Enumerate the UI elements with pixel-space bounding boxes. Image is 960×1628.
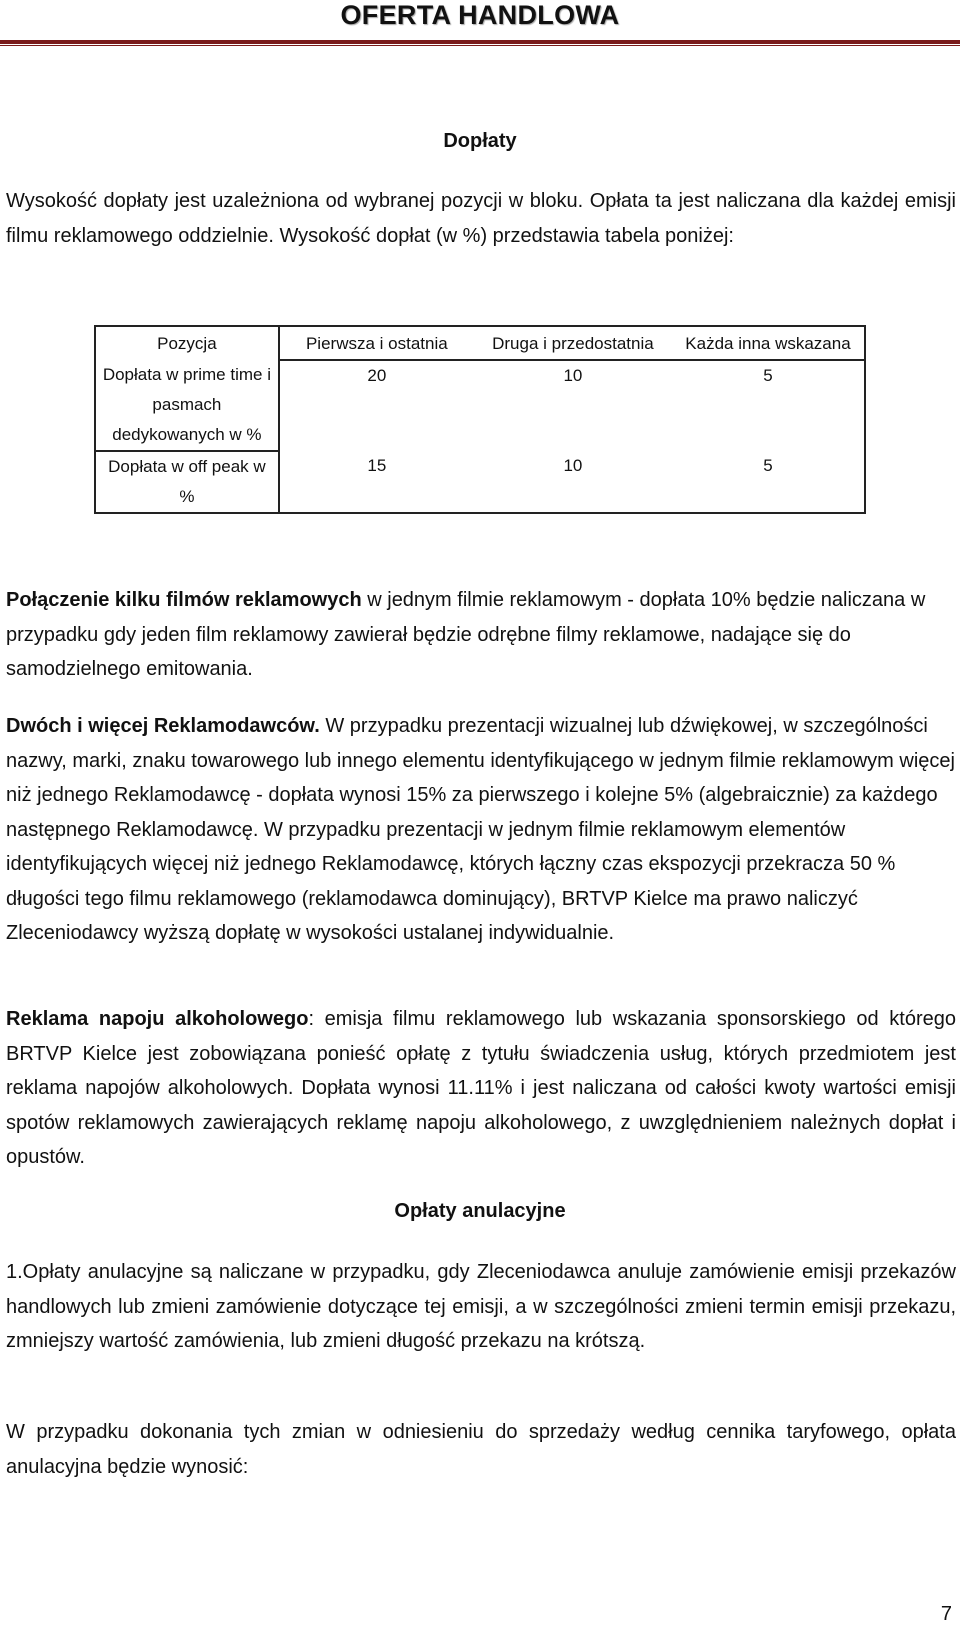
table-header-cell: Druga i przedostatnia xyxy=(474,326,672,360)
table-cell: 15 xyxy=(279,451,474,513)
combination-label: Połączenie kilku filmów reklamowych xyxy=(6,589,362,611)
header-title: OFERTA HANDLOWA xyxy=(340,0,620,30)
multiple-advertisers-paragraph xyxy=(6,709,956,951)
table-cell: 5 xyxy=(672,360,865,451)
multiple-advertisers-label: Dwóch i więcej Reklamodawców. xyxy=(6,715,320,737)
surcharge-table xyxy=(94,325,866,514)
cancellation-note: W przypadku dokonania tych zmian w odniesieniu do sprzedaży według cennika taryfowego, opłata anulacyjna będzie wynosić: xyxy=(6,1421,956,1478)
combination-paragraph xyxy=(6,583,956,687)
table-row xyxy=(95,360,865,451)
table-header-cell: Każda inna wskazana xyxy=(672,326,865,360)
table-cell: 10 xyxy=(563,366,583,385)
table-header-cell: Pozycja xyxy=(95,326,279,360)
surcharges-intro: Wysokość dopłaty jest uzależniona od wybranej pozycji w bloku. Opłata ta jest naliczana dla każdej emisji filmu reklamowego oddzielnie. Wysokość dopłat (w %) przedstawia tabela poniżej: xyxy=(6,190,956,247)
table-row xyxy=(95,451,865,513)
section-heading-anulacyjne: Opłaty anulacyjne xyxy=(394,1200,566,1222)
table-cell: 20 xyxy=(367,366,387,385)
alcohol-paragraph xyxy=(6,1002,956,1175)
multiple-advertisers-text: W przypadku prezentacji wizualnej lub dźwiękowej, w szczególności nazwy, marki, znaku towarowego lub innego elementu identyfikującego w jednym filmie reklamowym więcej niż jednego Reklamodawcę - dopłata wynosi 15% za pierwszego i kolejne 5% (algebraicznie) za każdego następnego Reklamodawcę. W przypadku prezentacji w jednym filmie reklamowym elementów identyfikujących więcej niż jednego Reklamodawcę, których łączny czas ekspozycji przekracza 50 % długości tego filmu reklamowego (reklamodawca dominujący), BRTVP Kielce ma prawo naliczyć Zleceniodawcy wyższą dopłatę w wysokości ustalanej indywidualnie. xyxy=(6,715,955,944)
table-cell: 10 xyxy=(474,451,672,513)
table-cell: 5 xyxy=(672,451,865,513)
header-rule xyxy=(0,40,960,44)
alcohol-text: : emisja filmu reklamowego lub wskazania sponsorskiego od którego BRTVP Kielce jest zobowiązana ponieść opłatę z tytułu świadczenia usług, których przedmiotem jest reklama napojów alkoholowych. Dopłata wynosi 11.11% i jest naliczana od całości kwoty wartości emisji spotów reklamowych zawierających reklamę napoju alkoholowego, z uwzględnieniem należnych dopłat i opustów. xyxy=(6,1008,957,1168)
section-heading-doplaty: Dopłaty xyxy=(443,130,517,152)
table-header-row xyxy=(95,326,865,360)
alcohol-label: Reklama napoju alkoholowego xyxy=(6,1008,309,1030)
page-number: 7 xyxy=(940,1603,952,1625)
combination-text: w jednym filmie reklamowym - dopłata 10% będzie naliczana w przypadku gdy jeden film reklamowy zawierał będzie odrębne filmy reklamowe, nadające się do samodzielnego emitowania. xyxy=(6,589,926,680)
table-header-cell: Pierwsza i ostatnia xyxy=(279,326,474,360)
row-label: Dopłata w prime time i pasmach dedykowanych w % xyxy=(95,360,279,451)
row-label: Dopłata w off peak w % xyxy=(95,451,279,513)
cancellation-point-1: 1.Opłaty anulacyjne są naliczane w przypadku, gdy Zleceniodawca anuluje zamówienie emisji przekazów handlowych lub zmieni zamówienie dotyczące tej emisji, a w szczególności zmieni termin emisji przekazu, zmniejszy wartość zamówienia, lub zmieni długość przekazu na krótszą. xyxy=(6,1261,956,1352)
header-rule-thin xyxy=(0,45,960,46)
